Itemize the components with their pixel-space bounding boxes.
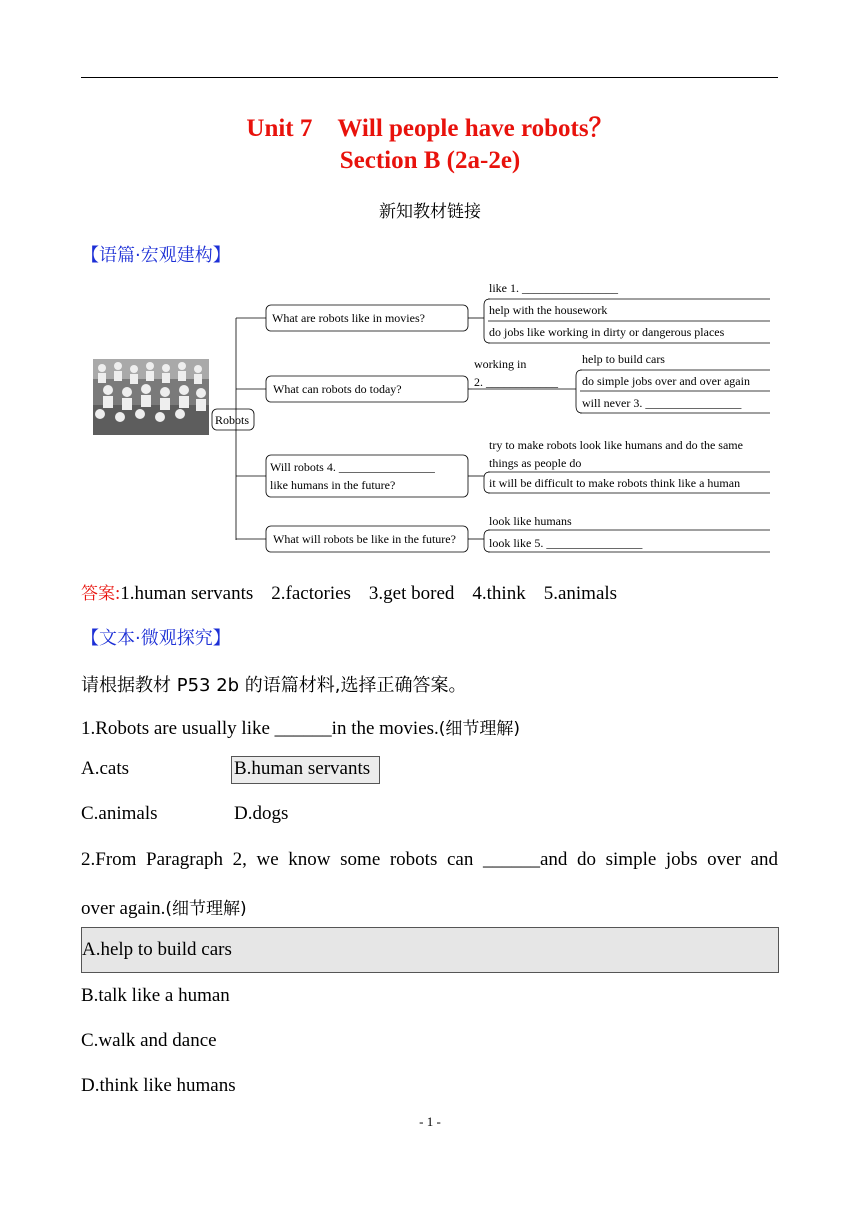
q2-option-c: C.walk and dance <box>81 1030 217 1051</box>
branch4-item1: look like humans <box>489 514 572 528</box>
subtitle: 新知教材链接 <box>379 202 481 222</box>
branch3-item3: it will be difficult to make robots think like a human <box>489 476 741 490</box>
branch2-item2: do simple jobs over and over again <box>582 374 750 388</box>
robots-photo <box>93 359 209 435</box>
instruction: 请根据教材 P53 2b 的语篇材料,选择正确答案。 <box>81 675 467 696</box>
answer-4: 4.think <box>472 583 526 604</box>
branch4-item2: look like 5. ________________ <box>489 536 643 550</box>
header-rule <box>81 77 778 78</box>
branch4-question: What will robots be like in the future? <box>273 532 456 546</box>
q2-stem-line2: over again. <box>81 898 166 919</box>
q1-option-d: D.dogs <box>234 803 289 824</box>
branch2-sub2: 2. ____________ <box>474 375 558 389</box>
branch1-item2: help with the housework <box>489 303 608 317</box>
page-number: - 1 - <box>419 1114 441 1129</box>
q2-option-d: D.think like humans <box>81 1075 236 1096</box>
answer-1: 1.human servants <box>120 583 254 604</box>
branch2-item1: help to build cars <box>582 352 665 366</box>
branch3-item1: try to make robots look like humans and do the same <box>489 438 743 452</box>
branch1-item1: like 1. ________________ <box>489 281 618 295</box>
q1-stem <box>81 714 520 740</box>
q2-option-b: B.talk like a human <box>81 985 230 1006</box>
branch2-sub1: working in <box>474 357 527 371</box>
branch3-question-line1: Will robots 4. ________________ <box>270 460 435 474</box>
q2-stem-line2-wrap <box>81 894 247 920</box>
robots-mindmap <box>0 272 860 562</box>
micro-heading: 【文本·微观探究】 <box>81 628 231 649</box>
branch3-question-line2: like humans in the future? <box>270 478 396 492</box>
answer-5: 5.animals <box>543 583 618 604</box>
q1-option-b: B.human servants <box>234 758 371 779</box>
branch1-item3: do jobs like working in dirty or dangerous places <box>489 325 725 339</box>
answer-2: 2.factories <box>271 583 351 604</box>
answer-line: 答案:1.human servants 2.factories 3.get bored 4.think 5.animals <box>81 583 618 604</box>
branch2-item3: will never 3. ________________ <box>582 396 742 410</box>
q1-option-a: A.cats <box>81 758 130 779</box>
branch2-question: What can robots do today? <box>273 382 402 396</box>
q2-tag: (细节理解) <box>165 899 247 919</box>
branch3-item2: things as people do <box>489 456 582 470</box>
branch1-question: What are robots like in movies? <box>272 311 425 325</box>
answer-label: 答案 <box>81 584 115 604</box>
q2-stem-line1: 2.From Paragraph 2, we know some robots can ______and do simple jobs over and <box>81 849 778 870</box>
unit-title: Unit 7 Will people have robots？ <box>246 115 614 142</box>
section-title: Section B (2a-2e) <box>339 147 521 174</box>
answer-3: 3.get bored <box>368 583 455 604</box>
q1-tag: (细节理解) <box>438 719 521 739</box>
macro-heading: 【语篇·宏观建构】 <box>81 245 231 266</box>
q2-option-a: A.help to build cars <box>82 939 232 960</box>
q1-option-c: C.animals <box>81 803 158 824</box>
q1-stem-text: 1.Robots are usually like ______in the movies. <box>81 718 439 739</box>
mindmap-center: Robots <box>215 413 250 427</box>
